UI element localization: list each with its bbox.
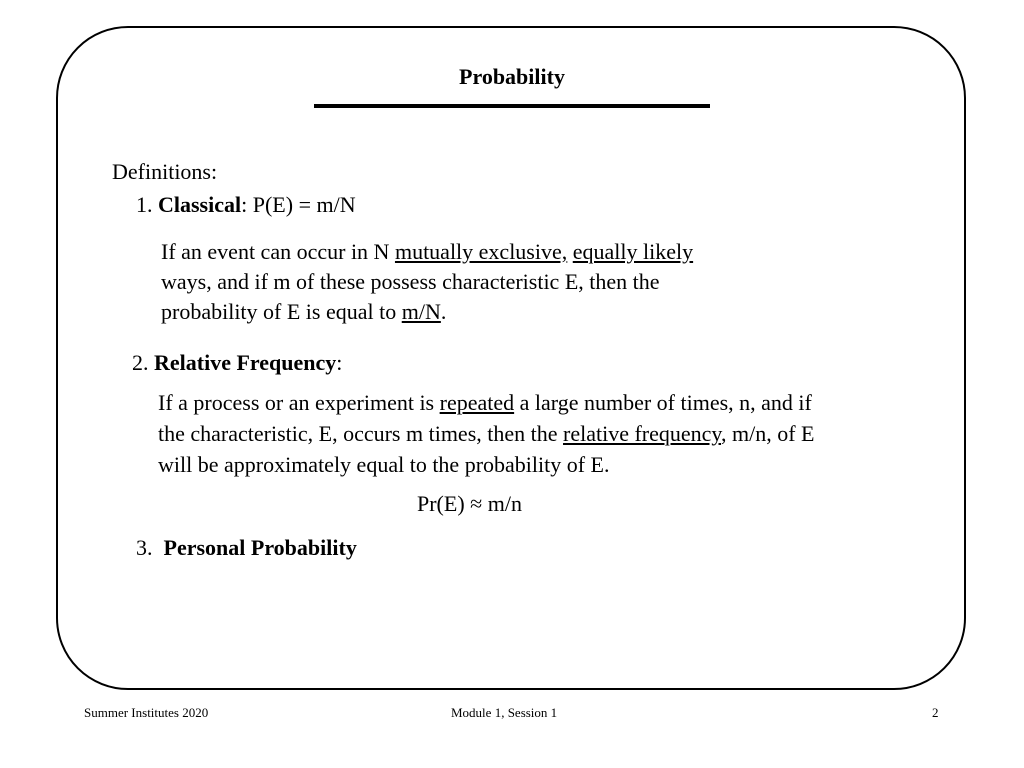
page-number: 2 — [932, 705, 939, 720]
text-span: If a process or an experiment is — [158, 390, 440, 415]
underlined-term: m/N — [401, 299, 441, 324]
footer-left: Summer Institutes 2020 — [84, 705, 209, 720]
item-personal-probability-heading — [136, 533, 357, 563]
classical-line-3 — [161, 297, 446, 327]
term-classical: Classical — [158, 192, 242, 217]
relative-frequency-line-1 — [158, 388, 812, 418]
item-number: 2. — [132, 350, 149, 375]
relative-frequency-formula: Pr(E) ≈ m/n — [417, 491, 522, 516]
item-classical-heading — [136, 190, 356, 220]
text-span: : — [336, 350, 343, 375]
text-span: the characteristic, E, occurs m times, then the — [158, 421, 564, 446]
term-relative-frequency: Relative Frequency — [154, 350, 337, 375]
item-relative-frequency-heading — [132, 348, 342, 378]
item-number: 3. — [136, 535, 153, 560]
relative-frequency-line-2 — [158, 419, 815, 449]
classical-line-2: ways, and if m of these possess characteristic E, then the — [161, 269, 660, 294]
classical-formula: : P(E) = m/N — [241, 192, 356, 217]
underlined-term: equally likely — [572, 239, 694, 264]
text-span: a large number of times, n, and if — [514, 390, 812, 415]
title-underline — [314, 104, 710, 108]
item-number: 1. — [136, 192, 153, 217]
term-personal-probability: Personal Probability — [163, 535, 357, 560]
footer-center: Module 1, Session 1 — [451, 705, 558, 720]
text-span: If an event can occur in N — [161, 239, 395, 264]
definitions-label: Definitions: — [112, 159, 218, 184]
relative-frequency-line-3: will be approximately equal to the probability of E. — [158, 452, 610, 477]
text-span: probability of E is equal to — [161, 299, 402, 324]
classical-line-1 — [161, 237, 693, 267]
underlined-term: mutually exclusive, — [394, 239, 568, 264]
underlined-term: relative frequency — [563, 421, 721, 446]
underlined-term: repeated — [439, 390, 515, 415]
text-span: , m/n, of E — [721, 421, 815, 446]
slide-title: Probability — [459, 64, 565, 89]
text-span: . — [440, 299, 447, 324]
